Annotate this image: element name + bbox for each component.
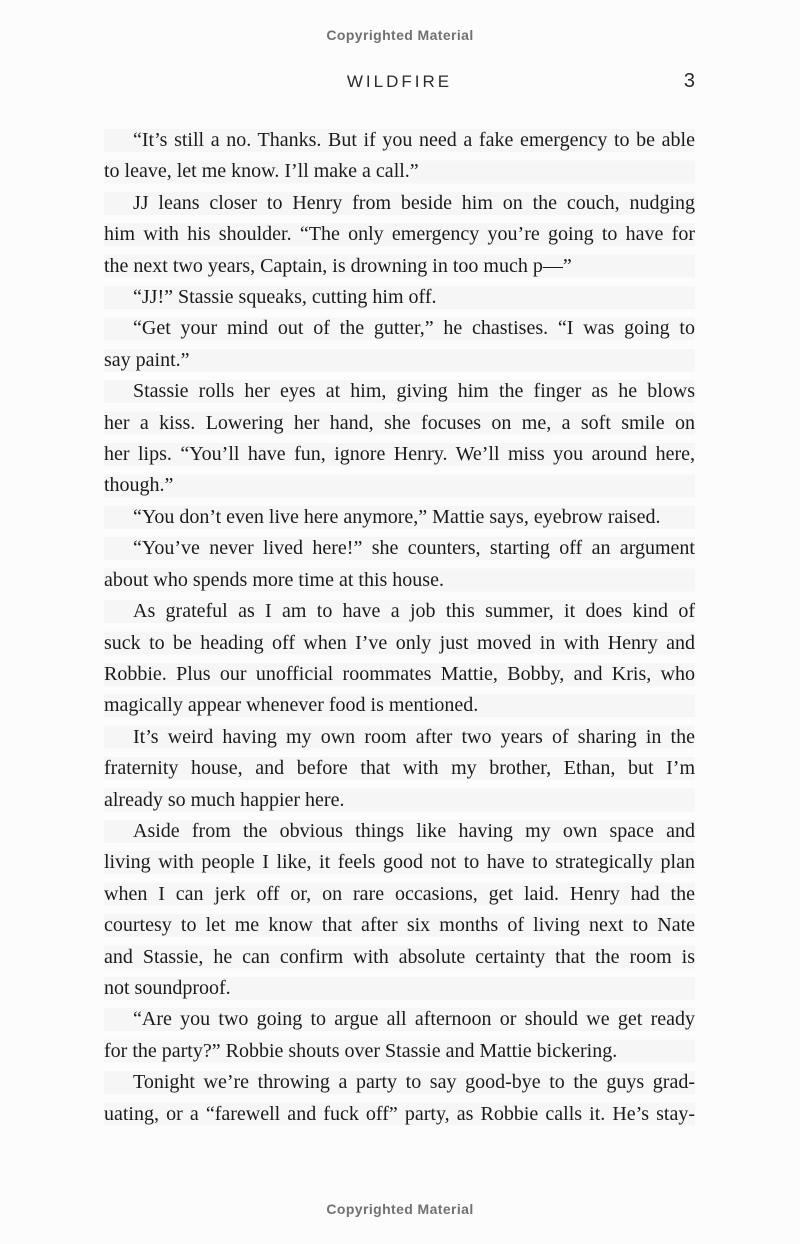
paragraph [104,1067,695,1130]
paragraph [104,1004,695,1067]
text-line: though.” [104,474,174,497]
text-line: “You don’t even live here anymore,” Mattie says, eyebrow raised. [133,505,661,528]
text-line: “You’ve never lived here!” she counters, starting off an argument [133,537,695,560]
text-line: Robbie. Plus our unofficial roommates Mattie, Bobby, and Kris, who [104,662,695,685]
text-line: about who spends more time at this house. [104,568,444,591]
copyright-notice-top: Copyrighted Material [326,27,474,43]
text-line: suck to be heading off when I’ve only just moved in with Henry and [104,631,695,654]
text-line: fraternity house, and before that with my brother, Ethan, but I’m [104,757,695,780]
copyright-notice-bottom: Copyrighted Material [326,1201,474,1217]
text-line: say paint.” [104,348,190,371]
paragraph [104,282,695,313]
text-line: living with people I like, it feels good not to have to strategically plan [104,851,695,874]
text-line: “Are you two going to argue all afternoon or should we get ready [133,1008,695,1031]
text-line: him with his shoulder. “The only emergency you’re going to have for [104,223,695,246]
text-line: for the party?” Robbie shouts over Stassie and Mattie bickering. [104,1039,618,1062]
text-line: “It’s still a no. Thanks. But if you need a fake emergency to be able [133,129,695,151]
text-line: courtesy to let me know that after six months of living next to Nate [104,914,695,937]
book-title-header: WILDFIRE [346,72,453,91]
paragraph [104,188,695,282]
text-line: already so much happier here. [104,788,345,811]
text-line: not soundproof. [104,976,231,999]
text-line: Aside from the obvious things like having my own space and [133,819,695,842]
text-line: uating, or a “farewell and fuck off” party, as Robbie calls it. He’s stay- [104,1102,695,1125]
page-body-text [104,125,695,1130]
text-line: Tonight we’re throwing a party to say good-bye to the guys grad- [133,1071,695,1094]
paragraph [104,533,695,596]
text-line: Stassie rolls her eyes at him, giving him the finger as he blows [133,380,695,403]
paragraph [104,502,695,533]
text-line: “Get your mind out of the gutter,” he chastises. “I was going to [133,317,695,340]
text-line: when I can jerk off or, on rare occasions, get laid. Henry had the [104,882,695,905]
text-line: As grateful as I am to have a job this summer, it does kind of [133,600,695,623]
paragraph [104,816,695,1004]
text-line: her lips. “You’ll have fun, ignore Henry. We’ll miss you around here, [104,443,695,466]
paragraph [104,596,695,722]
text-line: and Stassie, he can confirm with absolute certainty that the room is [104,945,695,968]
paragraph [104,125,695,188]
paragraph [104,376,695,502]
paragraph [104,313,695,376]
text-line: “JJ!” Stassie squeaks, cutting him off. [133,286,437,309]
running-header [104,72,695,96]
text-line: It’s weird having my own room after two years of sharing in the [133,725,695,748]
page-number: 3 [683,70,695,92]
text-line: to leave, let me know. I’ll make a call.” [104,160,419,183]
text-line: magically appear whenever food is mentioned. [104,694,479,717]
paragraph [104,722,695,816]
text-line: her a kiss. Lowering her hand, she focuses on me, a soft smile on [104,411,695,434]
text-line: JJ leans closer to Henry from beside him on the couch, nudging [133,191,695,214]
text-line: the next two years, Captain, is drowning in too much p—” [104,254,572,277]
